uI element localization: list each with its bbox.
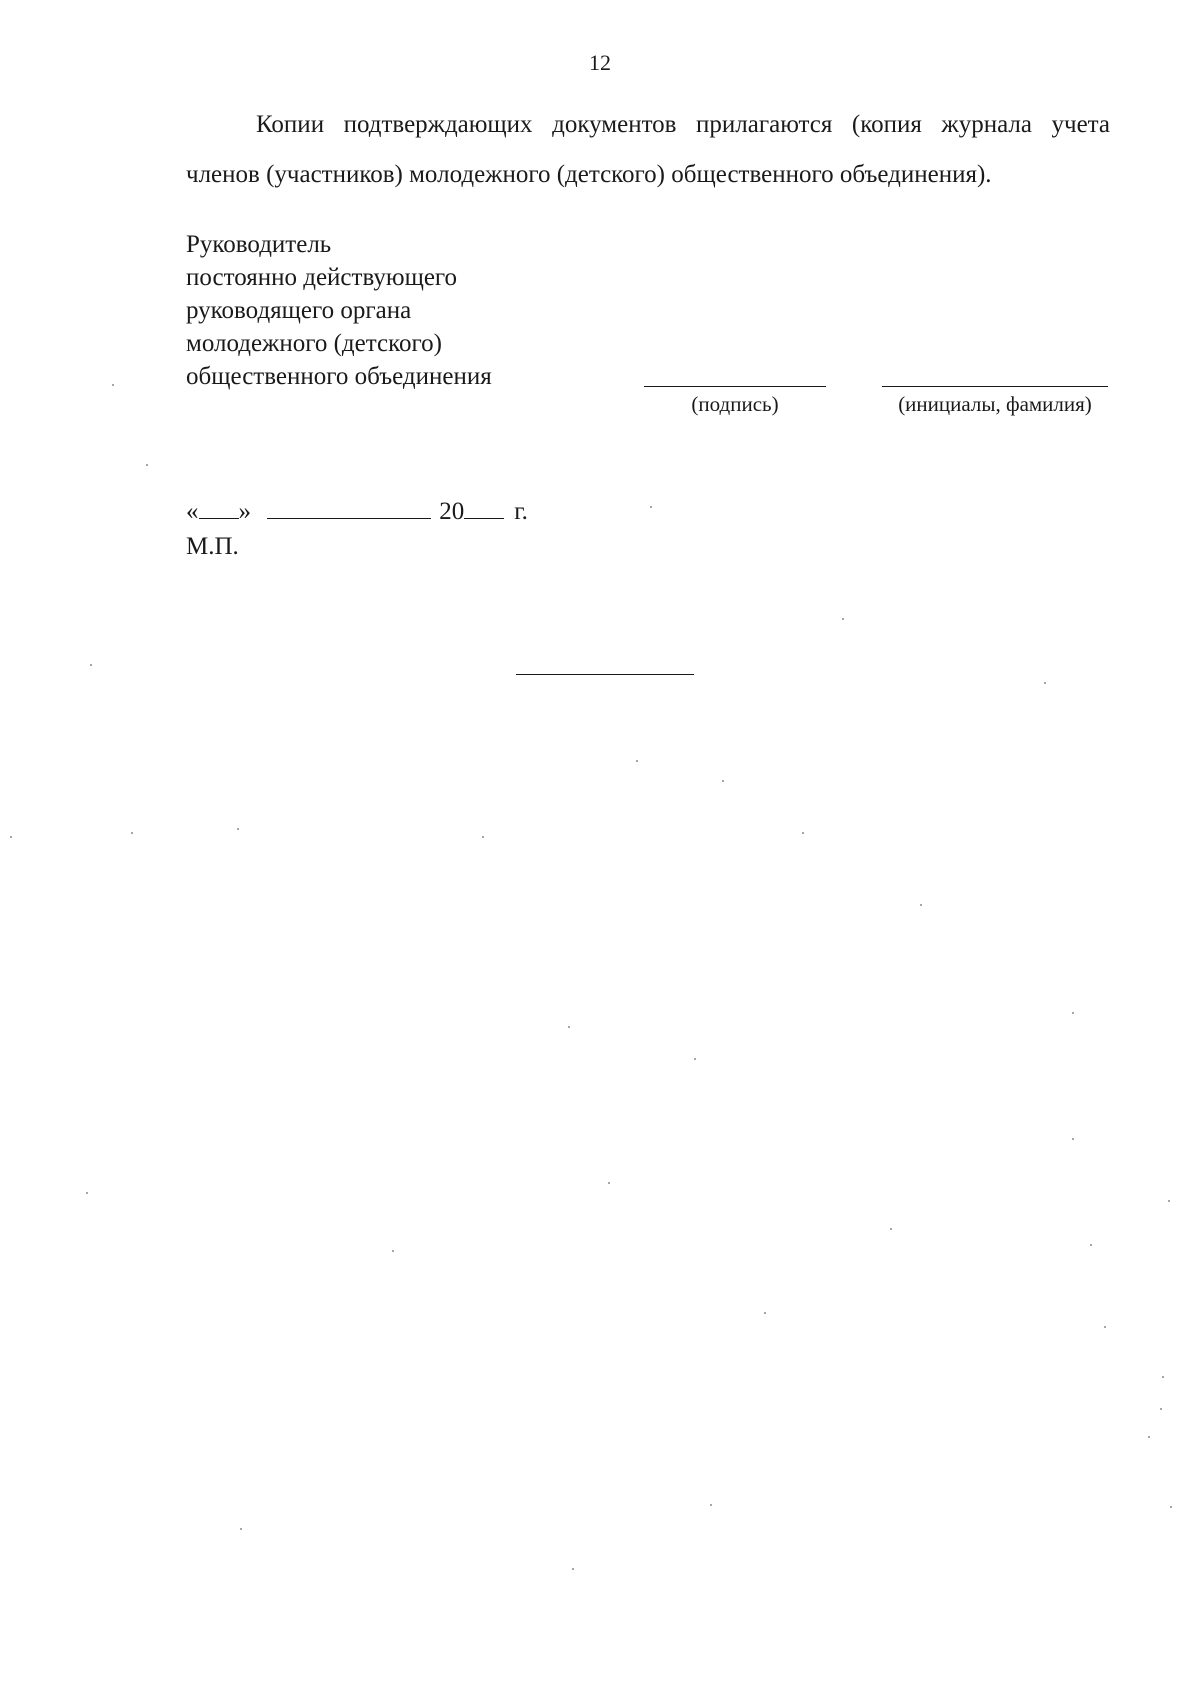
speck: [1044, 682, 1046, 684]
speck: [1104, 1326, 1106, 1328]
speck: [131, 832, 133, 834]
name-caption: (инициалы, фамилия): [898, 392, 1092, 416]
year-suffix: г.: [514, 498, 528, 525]
speck: [1148, 1436, 1150, 1438]
speck: [1072, 1138, 1074, 1140]
speck: [112, 384, 114, 386]
speck: [636, 760, 638, 762]
year-prefix: 20: [439, 498, 465, 525]
signer-line: молодежного (детского): [186, 330, 442, 357]
attachment-paragraph: Копии подтверждающих документов прилагаются (копия журнала учета членов (участников) молодежного (детского) общественного объединения).: [186, 111, 1110, 188]
name-line: [882, 386, 1108, 387]
speck: [10, 836, 12, 838]
speck: [608, 1182, 610, 1184]
speck: [1162, 1376, 1164, 1378]
speck: [694, 1058, 696, 1060]
signer-line: руководящего органа: [186, 297, 412, 324]
speck: [572, 1568, 574, 1570]
signer-block: [186, 228, 492, 393]
date-close-quote: »: [238, 498, 251, 525]
signer-line: общественного объединения: [186, 363, 492, 390]
year-blank: [464, 496, 504, 519]
day-blank: [199, 496, 239, 519]
speck: [710, 1504, 712, 1506]
signature-line: [644, 386, 826, 387]
speck: [1168, 1200, 1170, 1202]
speck: [237, 828, 239, 830]
date-open-quote: «: [186, 498, 199, 525]
speck: [86, 1192, 88, 1194]
stamp-label: М.П.: [186, 533, 239, 560]
speck: [842, 618, 844, 620]
speck: [722, 780, 724, 782]
speck: [764, 1312, 766, 1314]
speck: [90, 664, 92, 666]
speck: [568, 1026, 570, 1028]
speck: [920, 904, 922, 906]
speck: [482, 836, 484, 838]
speck: [392, 1250, 394, 1252]
speck: [1170, 1506, 1172, 1508]
speck: [1160, 1408, 1162, 1410]
page-number: 12: [589, 50, 611, 75]
date-line: [186, 496, 528, 527]
signature-caption: (подпись): [691, 392, 779, 416]
speck: [802, 832, 804, 834]
speck: [650, 506, 652, 508]
signer-line: постоянно действующего: [186, 264, 458, 291]
month-blank: [267, 496, 431, 519]
speck: [890, 1228, 892, 1230]
end-rule: [516, 674, 694, 675]
signer-line: Руководитель: [186, 231, 332, 258]
speck: [240, 1528, 242, 1530]
speck: [146, 464, 148, 466]
speck: [1072, 1012, 1074, 1014]
speck: [1090, 1244, 1092, 1246]
